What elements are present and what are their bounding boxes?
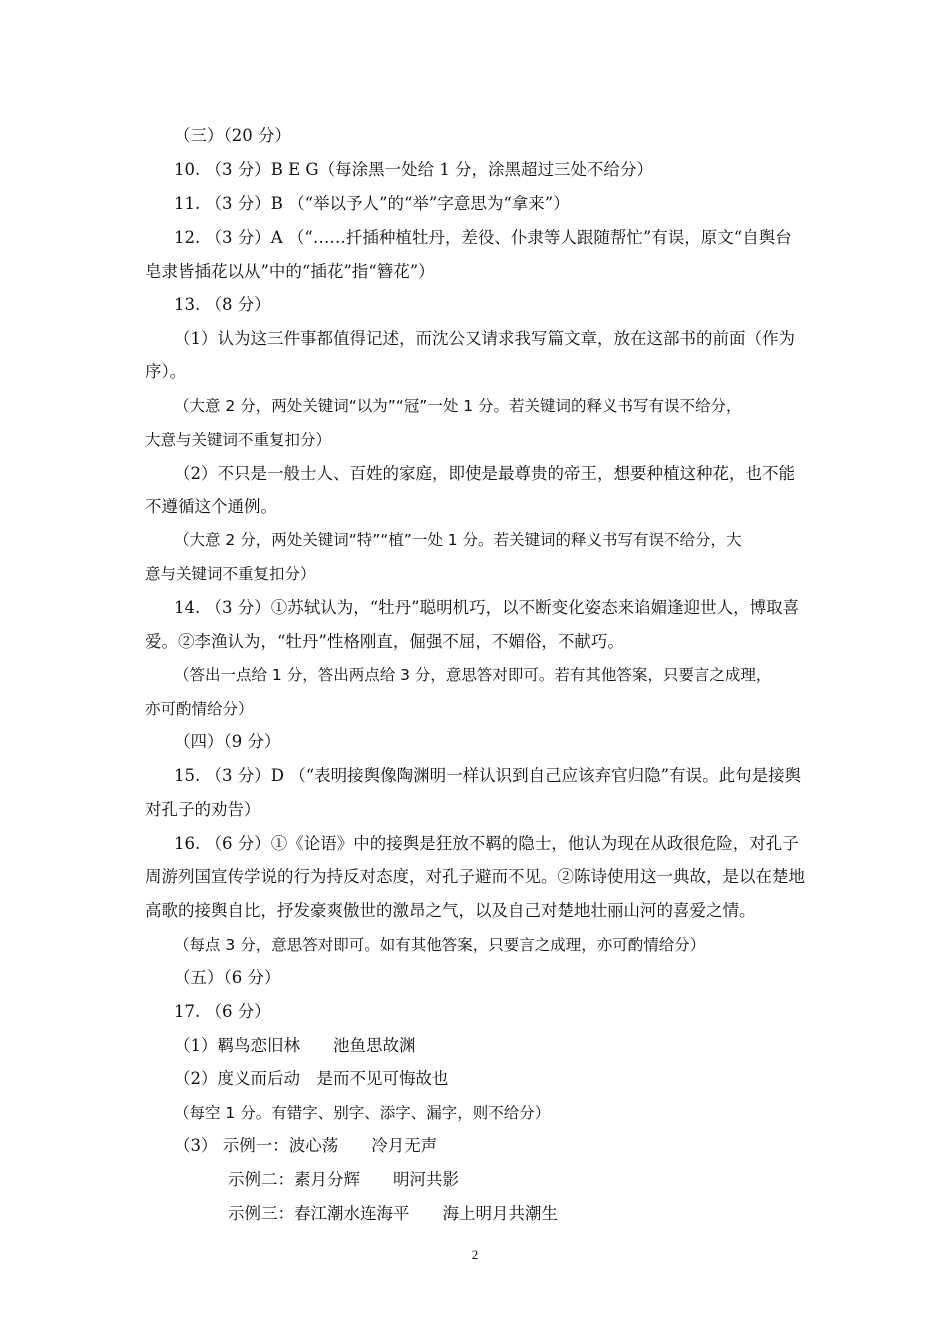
- answer-11: 11. （3 分）B （“举以予人”的“举”字意思为“拿来”）: [174, 194, 570, 213]
- answer-17: 17. （6 分）: [174, 1002, 271, 1021]
- answer-17-3-example-3: 示例三：春江潮水连海平 海上明月共潮生: [228, 1204, 558, 1223]
- page-number: 2: [471, 1247, 479, 1262]
- answer-17-3-example-2: 示例二：素月分辉 明河共影: [228, 1170, 459, 1189]
- section-heading-4: （四）（9 分）: [174, 732, 281, 751]
- scoring-note-13-2-cont: 意与关键词不重复扣分）: [145, 565, 316, 583]
- answer-12-cont: 皂隶皆插花以从”中的“插花”指“簪花”）: [145, 262, 435, 281]
- answer-14: 14. （3 分）①苏轼认为，“牡丹”聪明机巧，以不断变化姿态来谄媚逢迎世人，博取喜: [174, 598, 800, 617]
- answer-17-3-example-1: （3） 示例一：波心荡 冷月无声: [174, 1136, 438, 1155]
- answer-17-1: （1）羁鸟恋旧林 池鱼思故渊: [174, 1036, 416, 1055]
- answer-16-cont-2: 高歌的接舆自比，抒发豪爽傲世的激昂之气，以及自己对楚地壮丽山河的喜爱之情。: [145, 901, 756, 920]
- answer-16-cont-1: 周游列国宣传学说的行为持反对态度，对孔子避而不见。②陈诗使用这一典故，是以在楚地: [145, 867, 805, 886]
- scoring-note-13-1: （大意 2 分，两处关键词“以为”“冠”一处 1 分。若关键词的释义书写有误不给分，: [174, 397, 742, 415]
- answer-12: 12. （3 分）A （“……扦插种植牡丹，差役、仆隶等人跟随帮忙”有误，原文“自舆台: [174, 228, 792, 247]
- section-heading-5: （五）（6 分）: [174, 968, 281, 987]
- scoring-note-13-2: （大意 2 分，两处关键词“特”“植”一处 1 分。若关键词的释义书写有误不给分，大: [174, 531, 742, 549]
- answer-15-cont: 对孔子的劝告）: [145, 800, 261, 819]
- scoring-note-16: （每点 3 分，意思答对即可。如有其他答案，只要言之成理，亦可酌情给分）: [174, 936, 706, 954]
- scoring-note-17: （每空 1 分。有错字、别字、添字、漏字，则不给分）: [174, 1104, 551, 1122]
- answer-13-1: （1）认为这三件事都值得记述，而沈公又请求我写篇文章，放在这部书的前面（作为: [174, 329, 795, 348]
- answer-10: 10. （3 分）B E G（每涂黑一处给 1 分，涂黑超过三处不给分）: [174, 160, 654, 179]
- scoring-note-14-cont: 亦可酌情给分）: [145, 700, 254, 718]
- section-heading-3: （三）（20 分）: [174, 126, 291, 145]
- answer-13-1-cont: 序）。: [145, 362, 187, 381]
- answer-15: 15. （3 分）D （“表明接舆像陶渊明一样认识到自己应该弃官归隐”有误。此句是接舆: [174, 766, 802, 785]
- answer-13-2-cont: 不遵循这个通例。: [145, 497, 277, 516]
- answer-14-cont: 爱。②李渔认为，“牡丹”性格刚直，倔强不屈，不媚俗，不献巧。: [145, 632, 624, 651]
- answer-13: 13. （8 分）: [174, 295, 271, 314]
- answer-17-2: （2）度义而后动 是而不见可悔故也: [174, 1069, 449, 1088]
- scoring-note-13-1-cont: 大意与关键词不重复扣分）: [145, 431, 332, 449]
- answer-13-2: （2）不只是一般士人、百姓的家庭，即使是最尊贵的帝王，想要种植这种花，也不能: [174, 464, 795, 483]
- scoring-note-14: （答出一点给 1 分，答出两点给 3 分，意思答对即可。若有其他答案，只要言之成理，: [174, 666, 772, 684]
- answer-16: 16. （6 分）①《论语》中的接舆是狂放不羁的隐士，他认为现在从政很危险，对孔子: [174, 834, 799, 853]
